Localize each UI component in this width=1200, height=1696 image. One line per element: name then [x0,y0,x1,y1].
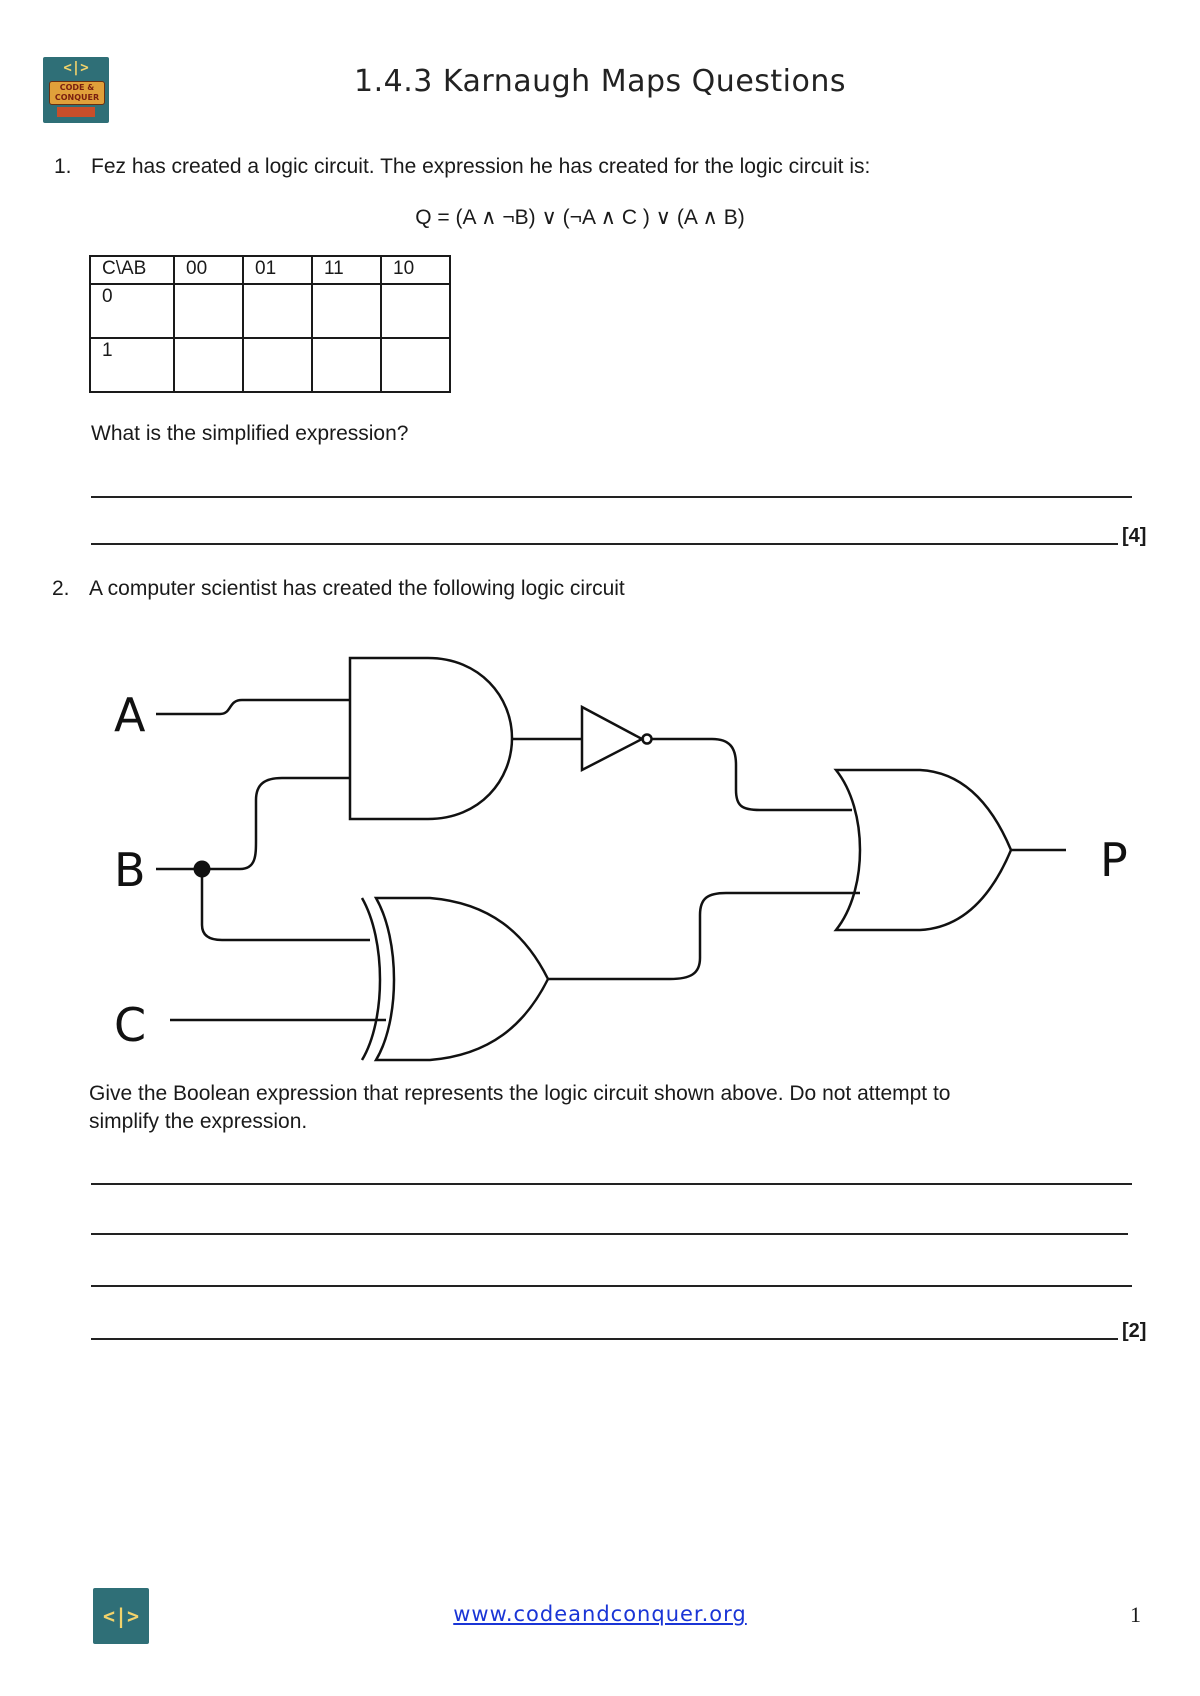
footer-logo-icon: <|> [93,1588,149,1644]
kmap-row-header: 0 [90,284,174,338]
answer-line[interactable] [91,1338,1118,1340]
kmap-col-header: 10 [381,256,450,284]
input-label-a: A [114,688,146,742]
question-1-expression: Q = (A ∧ ¬B) ∨ (¬A ∧ C ) ∨ (A ∧ B) [415,206,745,229]
answer-line[interactable] [91,1285,1132,1287]
website-link[interactable]: www.codeandconquer.org [453,1602,747,1626]
not-gate [582,707,642,770]
input-label-b: B [114,843,146,897]
xor-gate [376,898,548,1060]
wire-xor-to-or [548,893,860,979]
wire-not-to-or [652,739,852,810]
question-2-number: 2. [52,577,70,600]
question-1-marks: [4] [1122,525,1147,547]
answer-line[interactable] [91,1233,1128,1235]
logo-badge: CODE & CONQUER [49,81,105,105]
kmap-corner-cell: C\AB [90,256,174,284]
junction-dot [194,861,211,878]
kmap-col-header: 11 [312,256,381,284]
wire-b-to-xor [202,869,370,940]
question-1-number: 1. [54,155,72,178]
question-2-prompt-line-1: Give the Boolean expression that represents the logic circuit shown above. Do not attempt to [89,1082,951,1105]
kmap-row-header: 1 [90,338,174,392]
or-gate [836,770,1011,930]
question-2-marks: [2] [1122,1320,1147,1342]
page-title: 1.4.3 Karnaugh Maps Questions [354,64,846,99]
kmap-col-header: 00 [174,256,243,284]
question-1-prompt: What is the simplified expression? [91,422,409,445]
question-1-text: Fez has created a logic circuit. The expression he has created for the logic circuit is: [91,155,871,178]
page-number: 1 [1130,1602,1141,1627]
question-2-text: A computer scientist has created the following logic circuit [89,577,625,600]
and-gate [350,658,512,819]
question-2-prompt-line-2: simplify the expression. [89,1110,308,1133]
output-label-p: P [1100,833,1128,887]
xor-input-arc [362,898,380,1060]
input-label-c: C [114,998,147,1052]
wire-a [156,700,350,714]
answer-line[interactable] [91,1183,1132,1185]
code-brackets-icon: <|> [63,60,89,76]
wire-b-to-and [156,778,350,869]
kmap-col-header: 01 [243,256,312,284]
